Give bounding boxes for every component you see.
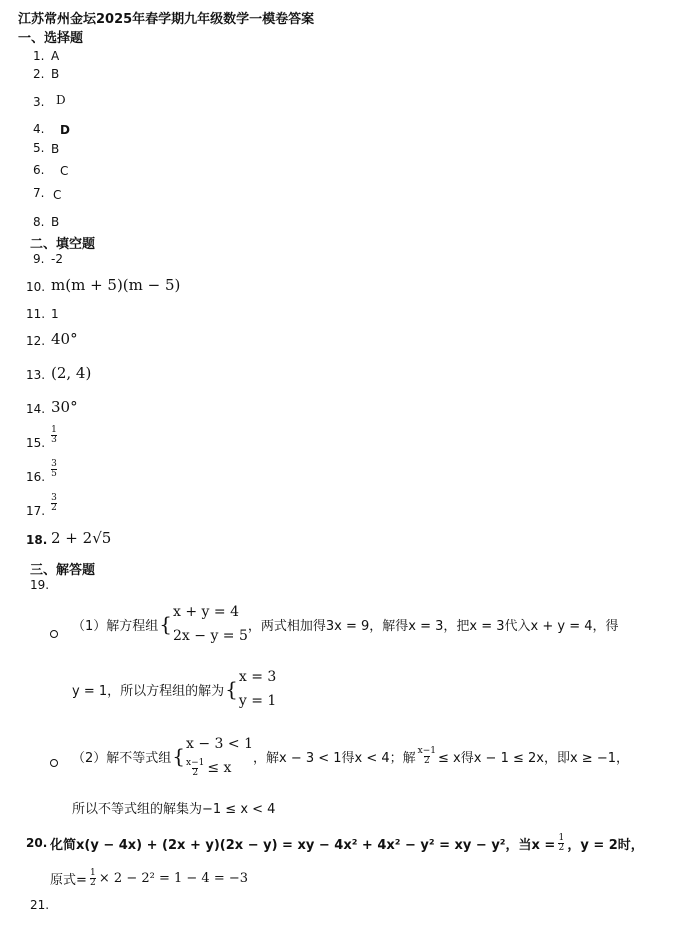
q19-p2-line1 (72, 732, 629, 780)
q20-line2-pre: 原式= (50, 872, 87, 888)
q19-p1-sol2: y = 1 (238, 693, 277, 709)
q20-line1 (50, 828, 644, 858)
q17-numerator: 3 (51, 493, 57, 503)
q1-answer: A (51, 49, 60, 63)
q15-number: 15. (26, 436, 46, 450)
q17-answer (51, 493, 57, 513)
q19-p1-solution: { x = 3 y = 1 (224, 665, 276, 713)
q19-p1-eq2: 2x − y = 5 (173, 628, 248, 644)
q19-p2-inline-frac-den: 2 (423, 755, 430, 766)
q5-answer: B (51, 142, 60, 156)
section-solve-heading: 三、解答题 (30, 563, 96, 578)
q6-number: 6. (33, 163, 45, 177)
q13-answer: (2, 4) (51, 364, 92, 382)
q4-answer: D (60, 123, 70, 137)
q20-line2-tail: × 2 − 2² = 1 − 4 = −3 (98, 870, 249, 886)
q20-number: 20. (26, 836, 48, 850)
q15-denominator: 3 (51, 435, 57, 445)
q16-numerator: 3 (51, 459, 57, 469)
q19-p2-frac-den: 2 (192, 767, 199, 778)
q12-number: 12. (26, 334, 46, 348)
q19-p2-system: { x − 3 < 1 $\frac{x-1}{2}$ ≤ x (171, 732, 253, 780)
q15-answer (51, 425, 57, 445)
q11-answer: 1 (51, 307, 59, 321)
q6-answer: C (60, 164, 69, 178)
q4-number: 4. (33, 122, 45, 136)
section-fill-heading: 二、填空题 (30, 237, 96, 252)
q18-number: 18. (26, 533, 48, 547)
q19-p2-text1: ，解x − 3 < 1得x < 4；解 (253, 750, 416, 766)
q14-answer: 30° (51, 398, 78, 416)
section-choice-heading: 一、选择题 (18, 31, 84, 46)
q19-p2-line2: 所以不等式组的解集为−1 ≤ x < 4 (72, 802, 276, 817)
q7-number: 7. (33, 186, 45, 200)
q17-denominator: 2 (51, 503, 57, 513)
q19-p1-line2 (72, 665, 276, 713)
q21-number: 21. (30, 898, 50, 912)
q19-p2-text2: ≤ x得x − 1 ≤ 2x，即x ≥ −1， (438, 750, 629, 766)
q19-p2-ineq1: x − 3 < 1 (186, 736, 253, 752)
q20-x-num: 1 (558, 832, 565, 843)
q11-number: 11. (26, 307, 46, 321)
q10-number: 10. (26, 280, 46, 294)
q3-answer: D (56, 93, 66, 107)
q16-denominator: 5 (51, 469, 57, 479)
q19-p1-line1 (72, 600, 619, 648)
q18-answer: 2 + 2√5 (51, 529, 112, 547)
q19-p2-frac-num: x−1 (186, 757, 205, 768)
q13-number: 13. (26, 368, 46, 382)
q7-answer: C (53, 188, 62, 202)
q15-numerator: 1 (51, 425, 57, 435)
q19-p2-ineq2-tail: ≤ x (207, 760, 232, 776)
q2-number: 2. (33, 67, 45, 81)
q9-number: 9. (33, 252, 45, 266)
q19-p1-lead: （1）解方程组 (72, 618, 159, 634)
q19-p1-eq1: x + y = 4 (173, 604, 239, 620)
q14-number: 14. (26, 402, 46, 416)
page-title: 江苏常州金坛2025年春学期九年级数学一模卷答案 (18, 12, 315, 27)
q19-p1-line2-pre: y = 1，所以方程组的解为 (72, 683, 225, 699)
q20-line1-tail: ，y = 2时， (567, 837, 644, 853)
q3-number: 3. (33, 95, 45, 109)
q12-answer: 40° (51, 330, 78, 348)
q20-line2-frac-den: 2 (90, 877, 96, 888)
q20-line2 (50, 866, 248, 890)
q10-answer: m(m + 5)(m − 5) (51, 276, 181, 294)
q19-p1-bullet (50, 623, 58, 642)
q8-number: 8. (33, 215, 45, 229)
q16-answer (51, 459, 57, 479)
q19-p1-text1: ，两式相加得3x = 9，解得x = 3，把x = 3代入x + y = 4，得 (247, 618, 619, 634)
q8-answer: B (51, 215, 60, 229)
q17-number: 17. (26, 504, 46, 518)
q5-number: 5. (33, 141, 45, 155)
q9-answer: -2 (51, 252, 63, 266)
q19-p2-bullet (50, 752, 58, 771)
q20-line2-frac-num: 1 (90, 867, 96, 878)
q1-number: 1. (33, 49, 45, 63)
q19-p2-inline-frac-num: x−1 (417, 745, 437, 756)
q19-p2-lead: （2）解不等式组 (72, 750, 172, 766)
q2-answer: B (51, 67, 60, 81)
q19-p1-sol1: x = 3 (238, 669, 277, 685)
q20-line1-text: 化简x(y − 4x) + (2x + y)(2x − y) = xy − 4x² + 4x² − y² = xy − y²，当x = (50, 837, 556, 853)
q16-number: 16. (26, 470, 46, 484)
q19-number: 19. (30, 578, 50, 592)
q20-x-den: 2 (558, 842, 565, 853)
q19-p1-system: { x + y = 4 2x − y = 5 (158, 600, 248, 648)
